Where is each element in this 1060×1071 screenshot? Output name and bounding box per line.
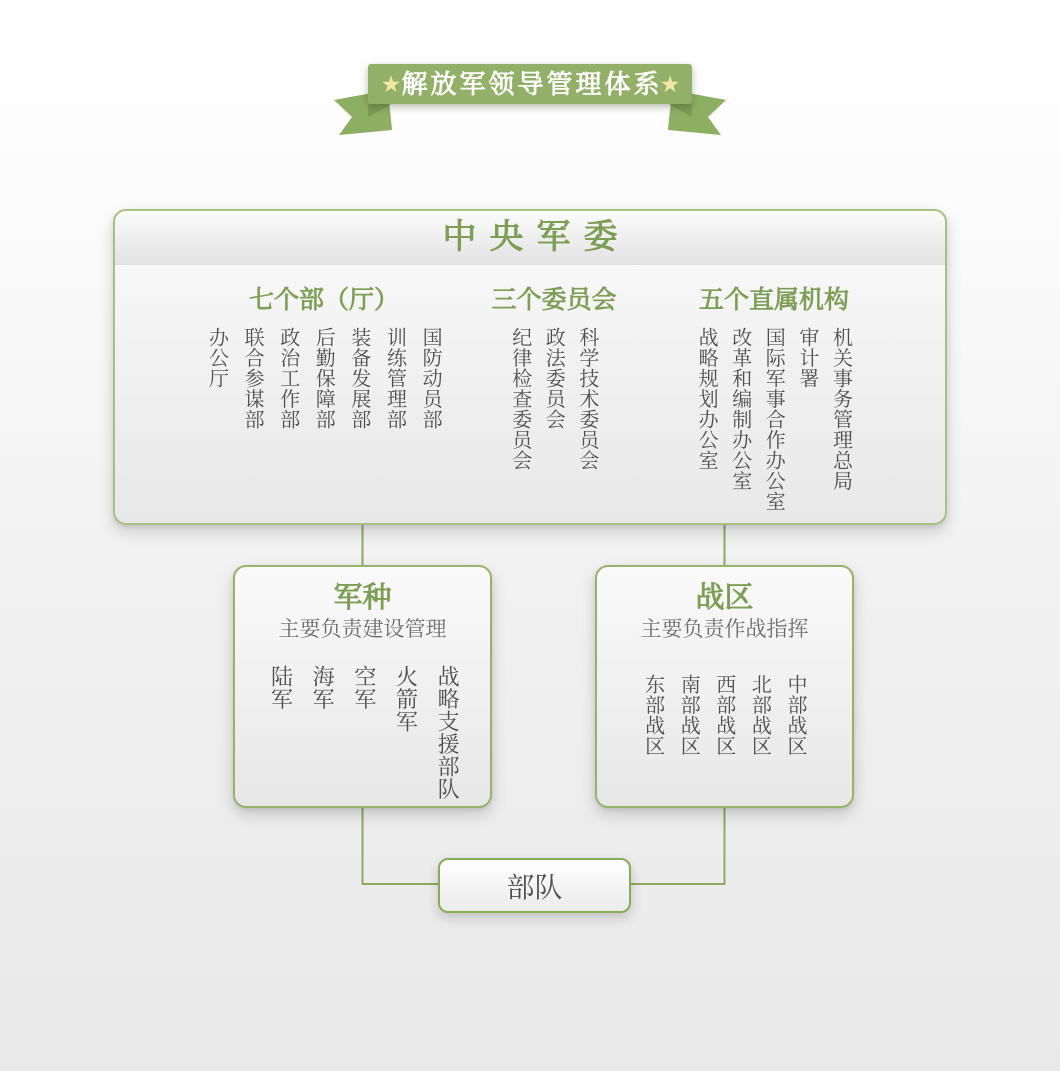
- department-list: [159, 327, 489, 430]
- star-icon: ★: [659, 72, 681, 98]
- theater-item: 中部战区: [783, 674, 808, 756]
- service-item: 火箭军: [392, 665, 418, 733]
- connector-services-troops: [363, 806, 440, 884]
- committee-item: 政法委员会: [542, 327, 567, 430]
- troops-box: [438, 858, 631, 913]
- theater-item: 南部战区: [677, 674, 702, 756]
- section-five-organs: [664, 265, 884, 512]
- section-header: 七个部（厅）: [248, 285, 399, 314]
- banner-title: 解放军领导管理体系: [401, 70, 663, 100]
- organ-item: 机关事务管理总局: [829, 327, 854, 491]
- department-item: 装备发展部: [347, 327, 372, 430]
- committee-item: 科学技术委员会: [575, 327, 600, 471]
- section-header: 五个直属机构: [698, 285, 849, 314]
- service-item: 陆军: [267, 665, 293, 710]
- services-box: [233, 565, 492, 808]
- section-three-committees: [459, 265, 649, 471]
- organ-item: 国际军事合作办公室: [762, 327, 787, 512]
- theaters-box: [595, 565, 854, 808]
- services-list: [235, 665, 490, 800]
- department-item: 后勤保障部: [312, 327, 337, 430]
- theaters-title: 战区: [695, 580, 754, 614]
- theater-item: 西部战区: [712, 674, 737, 756]
- department-item: 政治工作部: [276, 327, 301, 430]
- organ-list: [664, 327, 884, 512]
- department-item: 国防动员部: [419, 327, 444, 430]
- committee-list: [459, 327, 649, 471]
- theater-item: 东部战区: [641, 674, 666, 756]
- star-icon: ★: [380, 72, 402, 98]
- theaters-list: [597, 674, 852, 756]
- section-seven-departments: [159, 265, 489, 430]
- department-item: 训练管理部: [383, 327, 408, 430]
- department-item: 联合参谋部: [241, 327, 266, 430]
- department-item: 办公厅: [205, 327, 230, 389]
- service-item: 海军: [309, 665, 335, 710]
- section-header: 三个委员会: [491, 285, 617, 314]
- troops-label: 部队: [506, 870, 563, 904]
- connector-theaters-troops: [627, 806, 725, 884]
- organ-item: 审计署: [795, 327, 820, 389]
- service-item: 战略支援部队: [434, 665, 460, 800]
- organ-item: 战略规划办公室: [695, 327, 720, 471]
- committee-item: 纪律检查委员会: [508, 327, 533, 471]
- theater-item: 北部战区: [748, 674, 773, 756]
- services-title: 军种: [333, 580, 392, 614]
- services-subtitle: 主要负责建设管理: [278, 617, 447, 641]
- organ-item: 改革和编制办公室: [728, 327, 753, 491]
- ribbon-banner: [0, 0, 1060, 170]
- service-item: 空军: [350, 665, 376, 710]
- theaters-subtitle: 主要负责作战指挥: [640, 617, 809, 641]
- cmc-box: [113, 209, 947, 525]
- cmc-body: [115, 265, 945, 521]
- cmc-title: 中央军委: [115, 211, 945, 265]
